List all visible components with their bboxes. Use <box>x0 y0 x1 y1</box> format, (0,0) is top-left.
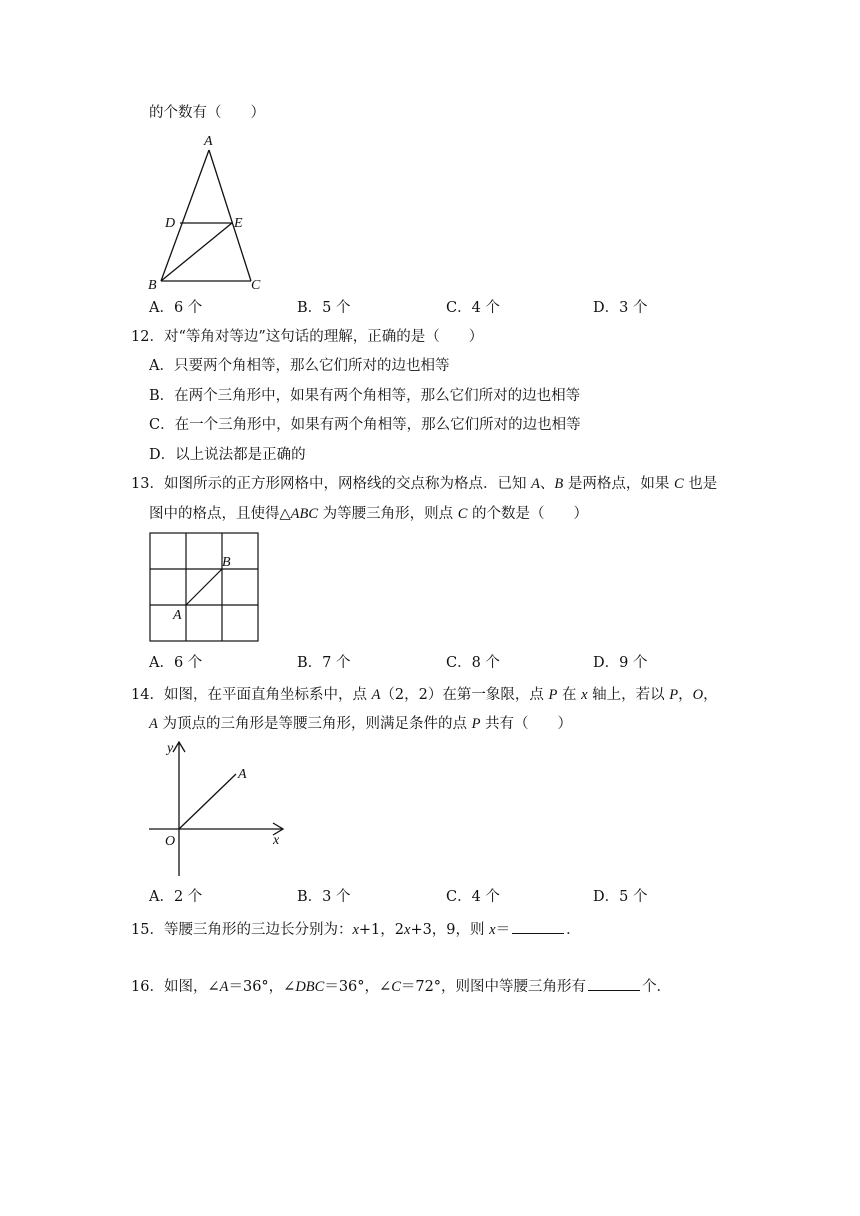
q11-label-E: E <box>234 216 243 231</box>
q14-coordinate-figure <box>145 738 295 878</box>
q11-option-c: C．4 个 <box>446 300 500 316</box>
q11-option-a: A．6 个 <box>149 300 203 316</box>
q13-grid-figure <box>149 532 261 644</box>
q14-option-a: A．2 个 <box>149 889 203 905</box>
q14-option-d: D．5 个 <box>593 889 648 905</box>
q14-option-b: B．3 个 <box>297 889 351 905</box>
q13-option-d: D．9 个 <box>593 655 648 671</box>
q12-option-d: D．以上说法都是正确的 <box>149 447 306 463</box>
q13-stem-line2: 图中的格点，且使得△ABC 为等腰三角形，则点 C 的个数是（ ） <box>149 506 589 522</box>
q14-label-x: x <box>273 833 280 848</box>
q15-stem: 15．等腰三角形的三边长分别为：x+1，2x+3，9，则 x＝ ． <box>131 919 581 940</box>
q15-answer-blank[interactable] <box>512 919 564 934</box>
q14-stem-line2: A 为顶点的三角形是等腰三角形，则满足条件的点 P 共有（ ） <box>149 716 573 732</box>
q14-label-O: O <box>165 834 176 849</box>
q14-option-c: C．4 个 <box>446 889 500 905</box>
q13-stem-line1: 13．如图所示的正方形网格中，网格线的交点称为格点．已知 A、B 是两格点，如果 C 也是 <box>131 476 718 492</box>
q11-option-d: D．3 个 <box>593 300 648 316</box>
q16-stem: 16．如图，∠A＝36°，∠DBC＝36°，∠C＝72°，则图中等腰三角形有 个． <box>131 976 671 997</box>
q12-option-b: B．在两个三角形中，如果有两个角相等，那么它们所对的边也相等 <box>149 388 581 404</box>
q11-label-D: D <box>165 216 176 231</box>
q14-stem-line1: 14．如图，在平面直角坐标系中，点 A（2，2）在第一象限，点 P 在 x 轴上，若以 P，O， <box>131 687 718 703</box>
q16-answer-blank[interactable] <box>588 976 640 991</box>
q11-label-B: B <box>148 278 157 293</box>
q11-label-C: C <box>251 278 261 293</box>
q11-label-A: A <box>204 134 213 149</box>
q11-stem-tail: 的个数有（ ） <box>149 105 265 121</box>
q12-stem: 12．对“等角对等边”这句话的理解，正确的是（ ） <box>131 329 484 345</box>
q11-figure <box>140 130 280 293</box>
q11-option-b: B．5 个 <box>297 300 351 316</box>
q14-label-y: y <box>167 741 174 756</box>
q12-option-a: A．只要两个角相等，那么它们所对的边也相等 <box>149 358 450 374</box>
q12-option-c: C．在一个三角形中，如果有两个角相等，那么它们所对的边也相等 <box>149 417 581 433</box>
q13-option-b: B．7 个 <box>297 655 351 671</box>
q13-label-A: A <box>173 608 182 623</box>
q14-label-A: A <box>238 767 247 782</box>
q13-label-B: B <box>222 555 231 570</box>
q13-option-a: A．6 个 <box>149 655 203 671</box>
q13-option-c: C．8 个 <box>446 655 500 671</box>
